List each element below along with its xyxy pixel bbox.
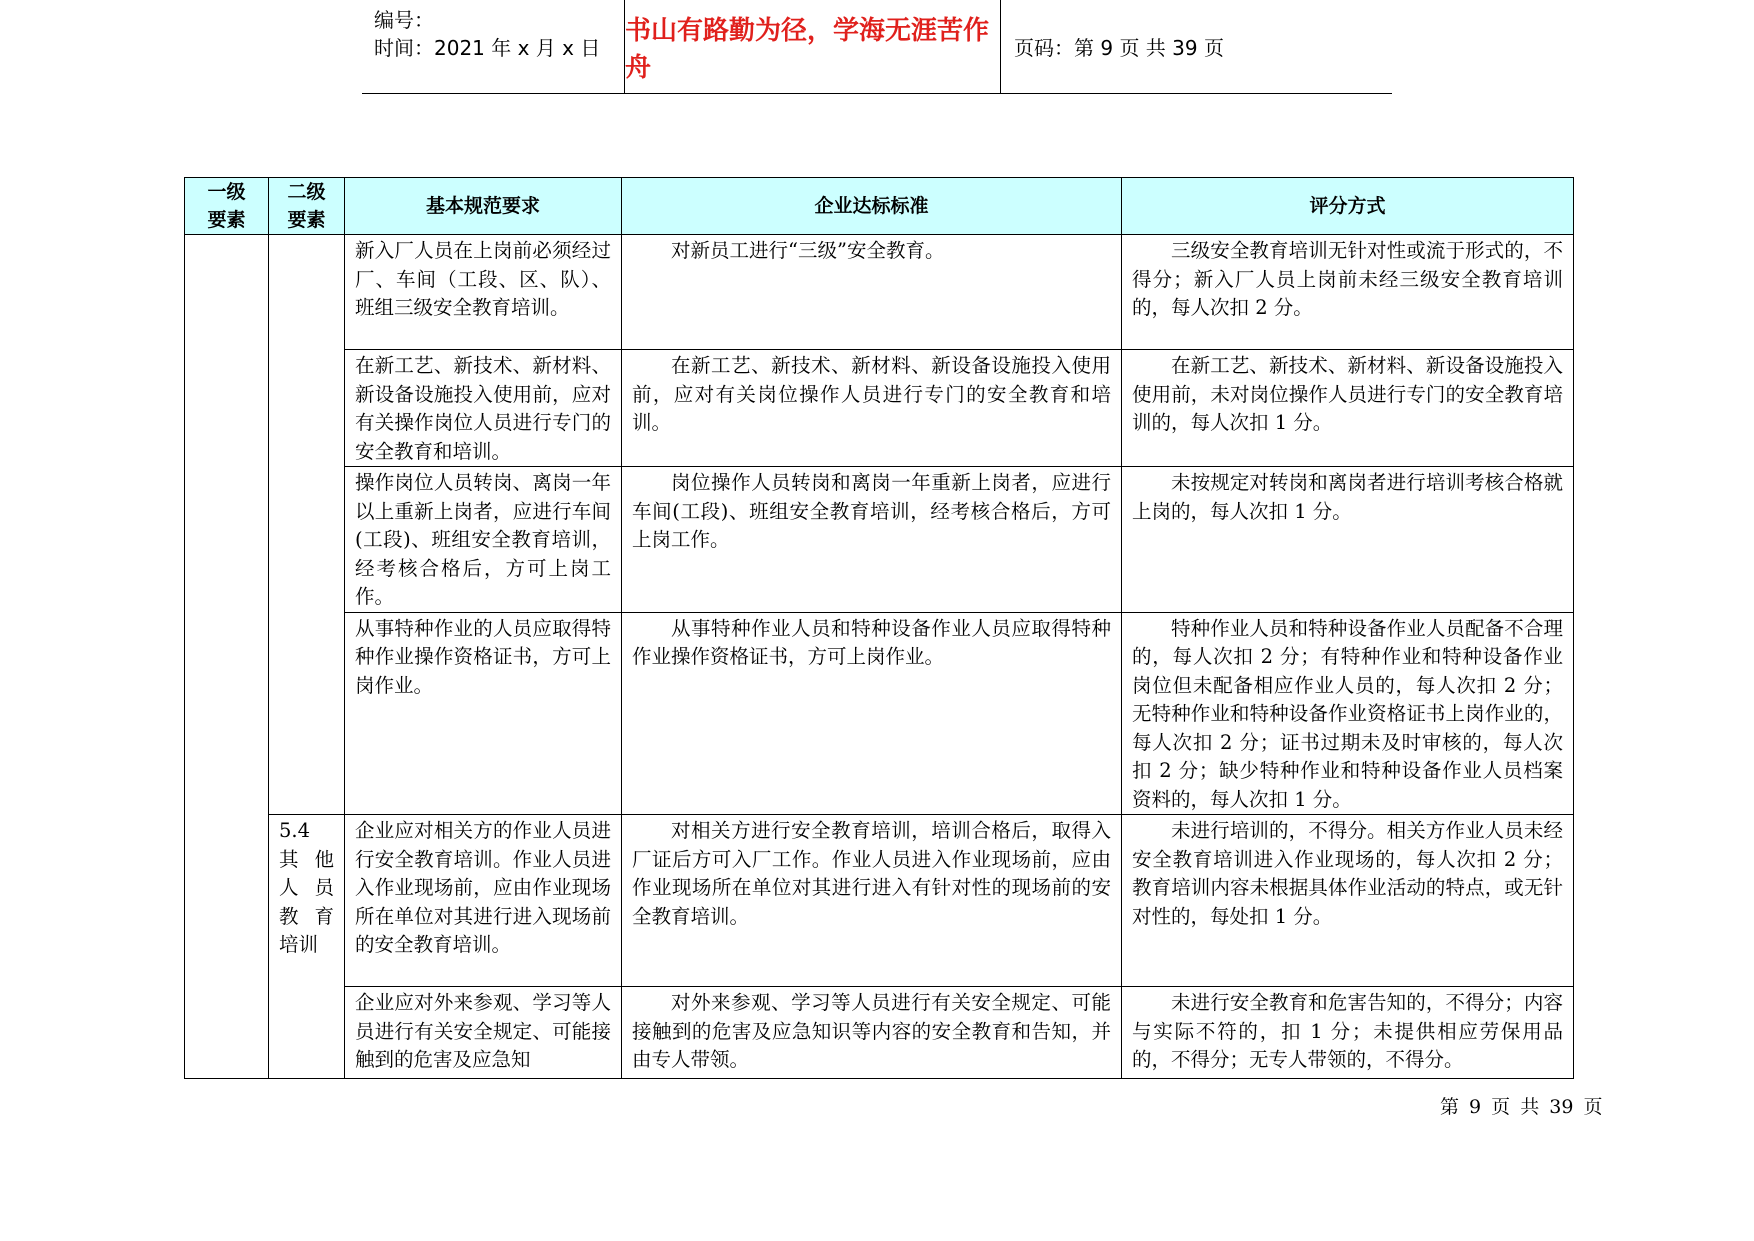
requirement-cell: 操作岗位人员转岗、离岗一年以上重新上岗者，应进行车间(工段)、班组安全教育培训，经考核合格后，方可上岗工作。 xyxy=(345,467,622,613)
requirement-cell: 在新工艺、新技术、新材料、新设备设施投入使用前，应对有关操作岗位人员进行专门的安全教育和培训。 xyxy=(345,350,622,467)
scoring-cell: 未进行培训的，不得分。相关方作业人员未经安全教育培训进入作业现场的，每人次扣 2 分；教育培训内容未根据具体作业活动的特点，或无针对性的，每处扣 1 分。 xyxy=(1122,815,1574,987)
code-label: 编号： xyxy=(374,8,434,32)
col-header-level2-text: 二级要素 xyxy=(287,181,326,231)
requirement-cell: 企业应对相关方的作业人员进行安全教育培训。作业人员进入作业现场前，应由作业现场所在单位对其进行进入现场前的安全教育培训。 xyxy=(345,815,622,987)
table-header-row xyxy=(185,178,1574,235)
requirement-cell: 新入厂人员在上岗前必须经过厂、车间（工段、区、队）、班组三级安全教育培训。 xyxy=(345,235,622,350)
requirement-cell: 从事特种作业的人员应取得特种作业操作资格证书，方可上岗作业。 xyxy=(345,612,622,815)
header-page-info: 页码：第 9 页 共 39 页 xyxy=(1014,36,1224,60)
header-divider xyxy=(1000,0,1001,93)
scoring-cell: 三级安全教育培训无针对性或流于形式的，不得分；新入厂人员上岗前未经三级安全教育培训的，每人次扣 2 分。 xyxy=(1122,235,1574,350)
table-row xyxy=(185,987,1574,1079)
standard-cell: 从事特种作业人员和特种设备作业人员应取得特种作业操作资格证书，方可上岗作业。 xyxy=(622,612,1122,815)
requirement-cell: 企业应对外来参观、学习等人员进行有关安全规定、可能接触到的危害及应急知 xyxy=(345,987,622,1079)
header-motto: 书山有路勤为径，学海无涯苦作舟 xyxy=(625,15,990,83)
page-footer: 第 9 页 共 39 页 xyxy=(1440,1096,1603,1118)
standard-cell: 岗位操作人员转岗和离岗一年重新上岗者，应进行车间(工段)、班组安全教育培训，经考核合格后，方可上岗工作。 xyxy=(622,467,1122,613)
standard-cell: 对外来参观、学习等人员进行有关安全规定、可能接触到的危害及应急知识等内容的安全教育和告知，并由专人带领。 xyxy=(622,987,1122,1079)
header-meta xyxy=(374,0,624,93)
scoring-cell: 未按规定对转岗和离岗者进行培训考核合格就上岗的，每人次扣 1 分。 xyxy=(1122,467,1574,613)
table-row xyxy=(185,350,1574,467)
col-header-level1-text: 一级要素 xyxy=(207,181,246,231)
col-header-level2 xyxy=(269,178,345,235)
standard-cell: 对相关方进行安全教育培训，培训合格后，取得入厂证后方可入厂工作。作业人员进入作业现场前，应由作业现场所在单位对其进行进入有针对性的现场前的安全教育培训。 xyxy=(622,815,1122,987)
scoring-cell: 在新工艺、新技术、新材料、新设备设施投入使用前，未对岗位操作人员进行专门的安全教育培训的，每人次扣 1 分。 xyxy=(1122,350,1574,467)
table-row xyxy=(185,612,1574,815)
level2-cell xyxy=(269,235,345,815)
col-header-standard: 企业达标标准 xyxy=(622,178,1122,235)
page-header xyxy=(362,0,1392,94)
level2-cell-5-4: 5.4 其他人员教育培训 xyxy=(269,815,345,1079)
standards-table xyxy=(184,177,1574,1079)
table-row xyxy=(185,467,1574,613)
scoring-cell: 未进行安全教育和危害告知的，不得分；内容与实际不符的，扣 1 分；未提供相应劳保用品的，不得分；无专人带领的，不得分。 xyxy=(1122,987,1574,1079)
col-header-requirement: 基本规范要求 xyxy=(345,178,622,235)
table-row xyxy=(185,815,1574,987)
scoring-cell: 特种作业人员和特种设备作业人员配备不合理的，每人次扣 2 分；有特种作业和特种设备作业岗位但未配备相应作业人员的，每人次扣 2 分；无特种作业和特种设备作业资格证书上岗作业的，每人次扣 2 分；证书过期未及时审核的，每人次扣 2 分；缺少特种作业和特种设备作业人员档案资料的，每人次扣 1 分。 xyxy=(1122,612,1574,815)
level1-cell xyxy=(185,235,269,1079)
date-line: 时间：2021 年 x 月 x 日 xyxy=(374,36,601,60)
col-header-level1 xyxy=(185,178,269,235)
col-header-scoring: 评分方式 xyxy=(1122,178,1574,235)
table-row xyxy=(185,235,1574,350)
standard-cell: 在新工艺、新技术、新材料、新设备设施投入使用前，应对有关岗位操作人员进行专门的安全教育和培训。 xyxy=(622,350,1122,467)
standard-cell: 对新员工进行“三级”安全教育。 xyxy=(622,235,1122,350)
